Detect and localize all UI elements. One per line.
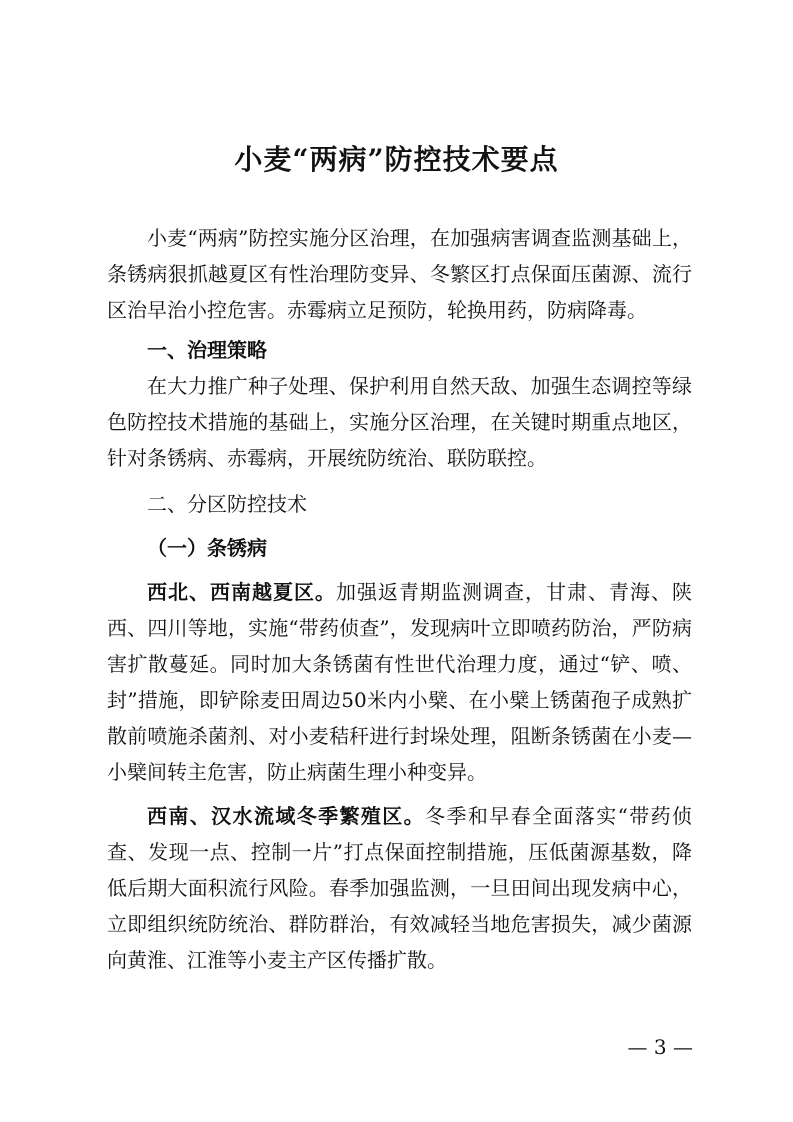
intro-paragraph: 小麦“两病”防控实施分区治理，在加强病害调查监测基础上，条锈病狠抓越夏区有性治理防变异、冬繁区打点保面压菌源、流行区治早治小控危害。赤霉病立足预防，轮换用药，防病降毒。 <box>107 226 692 322</box>
subsection-heading-stripe-rust: （一）条锈病 <box>147 536 267 560</box>
paragraph-lead: 西南、汉水流域冬季繁殖区。 <box>147 804 426 828</box>
section-heading-strategy: 一、治理策略 <box>147 338 267 362</box>
page-number: — 3 — <box>627 1035 693 1059</box>
paragraph-oversummering-zone <box>107 574 692 790</box>
document-body <box>107 220 692 978</box>
paragraph-text: 加强返青期监测调查，甘肃、青海、陕西、四川等地，实施“带药侦查”，发现病叶立即喷药防治，严防病害扩散蔓延。同时加大条锈菌有性世代治理力度，通过“铲、喷、封”措施，即铲除麦田周边50米内小檗、在小檗上锈菌孢子成熟扩散前喷施杀菌剂、对小麦秸秆进行封垛处理，阻断条锈菌在小麦—小檗间转主危害，防止病菌生理小种变异。 <box>107 580 692 784</box>
paragraph-lead: 西北、西南越夏区。 <box>147 580 336 604</box>
document-title: 小麦“两病”防控技术要点 <box>234 143 559 176</box>
strategy-paragraph: 在大力推广种子处理、保护利用自然天敌、加强生态调控等绿色防控技术措施的基础上，实施分区治理，在关键时期重点地区，针对条锈病、赤霉病，开展统防统治、联防联控。 <box>107 374 692 470</box>
paragraph-text: 冬季和早春全面落实“带药侦查、发现一点、控制一片”打点保面控制措施，压低菌源基数，降低后期大面积流行风险。春季加强监测，一旦田间出现发病中心，立即组织统防统治、群防群治，有效减轻当地危害损失，减少菌源向黄淮、江淮等小麦主产区传播扩散。 <box>107 804 692 972</box>
paragraph-overwintering-zone <box>107 798 692 978</box>
section-heading-zoning: 二、分区防控技术 <box>147 492 307 516</box>
